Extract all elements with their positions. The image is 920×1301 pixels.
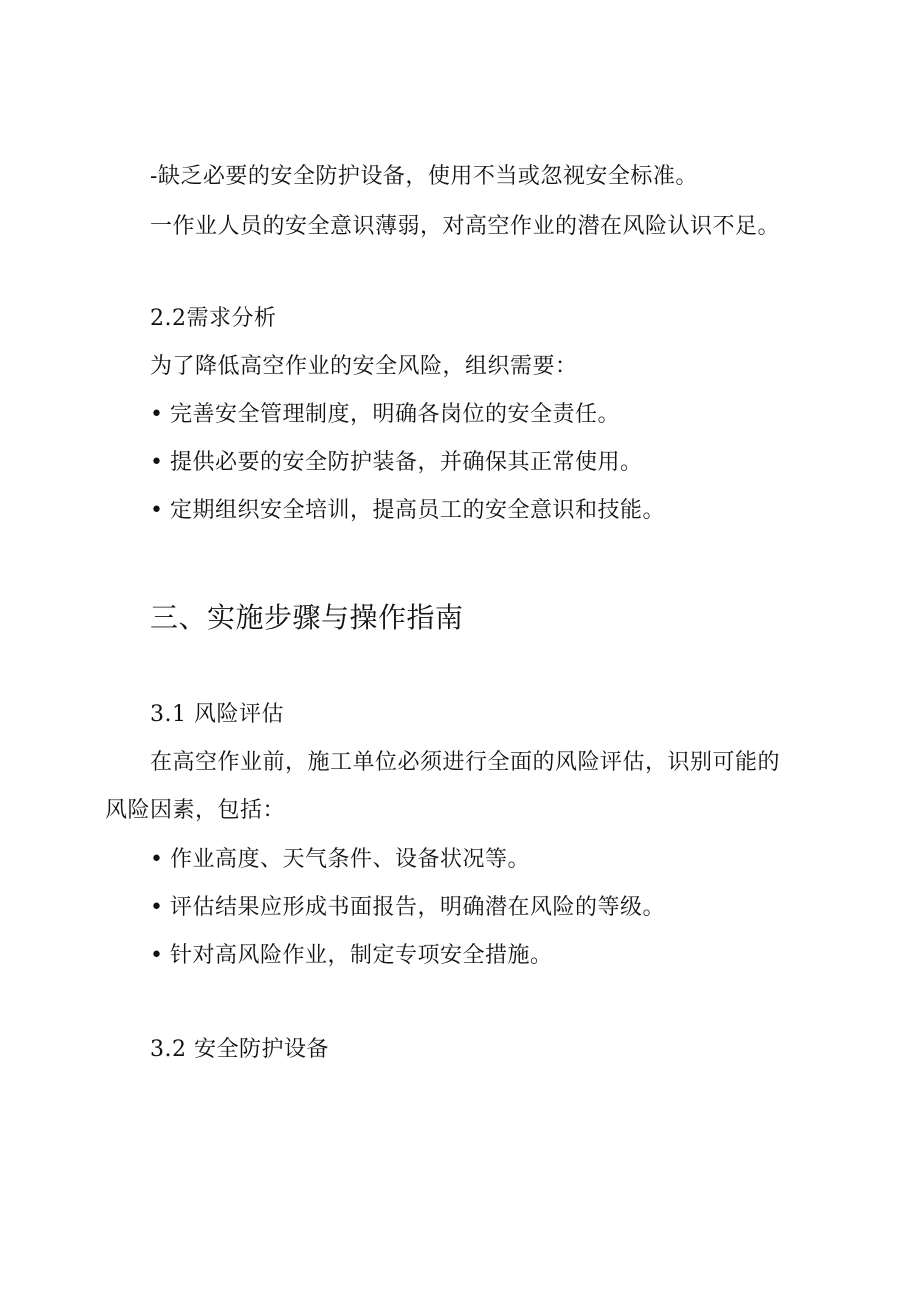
list-item-text: 完善安全管理制度，明确各岗位的安全责任。 <box>170 402 621 427</box>
list-item-text: 作业高度、天气条件、设备状况等。 <box>170 847 531 872</box>
bullet-icon: • <box>150 498 164 523</box>
list-item-text: 定期组织安全培训，提高员工的安全意识和技能。 <box>170 498 666 523</box>
intro-line-1: -缺乏必要的安全防护设备，使用不当或忽视安全标准。 <box>150 164 698 189</box>
list-item <box>150 496 665 526</box>
list-item <box>150 941 553 971</box>
list-item <box>150 845 530 875</box>
bullet-icon: • <box>150 450 164 475</box>
section-3-1-paragraph-line-2: 风险因素，包括： <box>105 798 286 823</box>
section-3-1-title: 3.1 风险评估 <box>150 702 284 727</box>
list-item <box>150 893 665 923</box>
list-item <box>150 400 620 430</box>
bullet-icon: • <box>150 402 164 427</box>
list-item-text: 评估结果应形成书面报告，明确潜在风险的等级。 <box>170 895 666 920</box>
list-item-text: 针对高风险作业，制定专项安全措施。 <box>170 943 553 968</box>
bullet-icon: • <box>150 847 164 872</box>
section-2-2-lead: 为了降低高空作业的安全风险，组织需要： <box>150 354 578 379</box>
list-item-text: 提供必要的安全防护装备，并确保其正常使用。 <box>170 450 643 475</box>
chapter-3-title: 三、实施步骤与操作指南 <box>150 601 464 634</box>
section-2-2-title: 2.2需求分析 <box>150 306 277 331</box>
intro-line-2: 一作业人员的安全意识薄弱，对高空作业的潜在风险认识不足。 <box>150 214 781 239</box>
section-3-1-paragraph-line-1: 在高空作业前，施工单位必须进行全面的风险评估，识别可能的 <box>150 750 781 775</box>
bullet-icon: • <box>150 895 164 920</box>
bullet-icon: • <box>150 943 164 968</box>
section-3-2-title: 3.2 安全防护设备 <box>150 1037 329 1062</box>
list-item <box>150 448 643 478</box>
